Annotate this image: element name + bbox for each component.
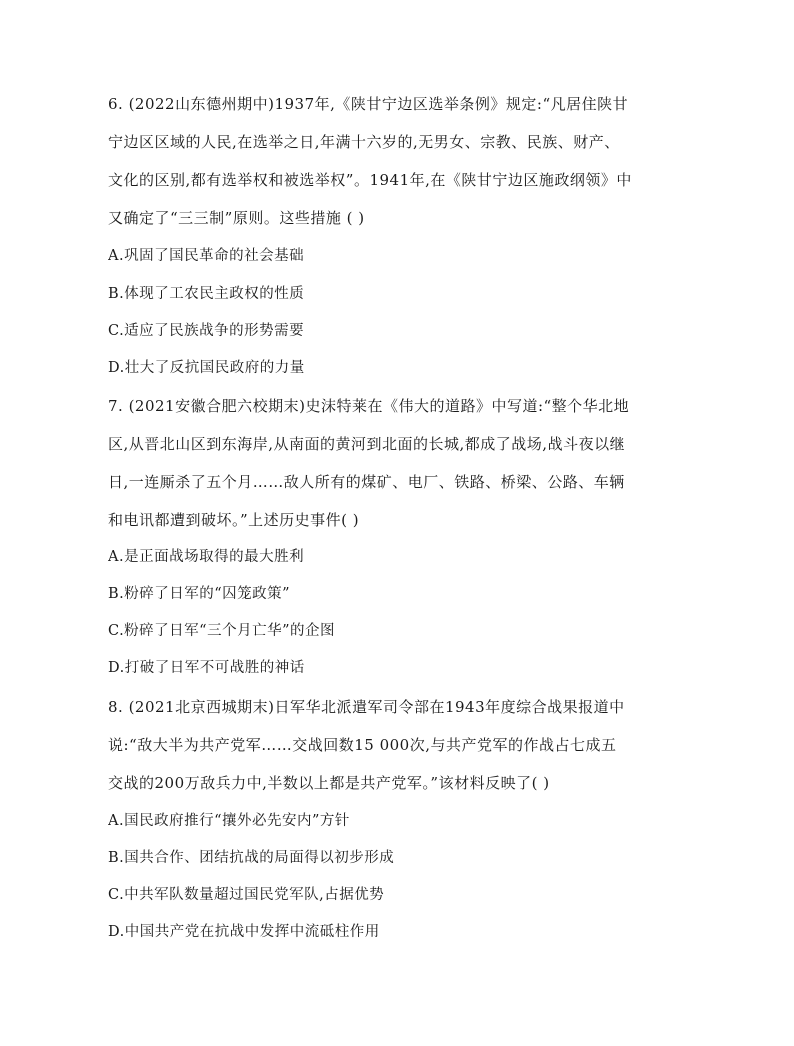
question-7-stem-line-2: 区,从晋北山区到东海岸,从南面的黄河到北面的长城,都成了战场,战斗夜以继 <box>108 435 626 453</box>
question-7-option-a: A.是正面战场取得的最大胜利 <box>108 549 305 565</box>
question-6-option-d: D.壮大了反抗国民政府的力量 <box>108 360 305 376</box>
question-8-option-d: D.中国共产党在抗战中发挥中流砥柱作用 <box>108 924 380 940</box>
question-7-option-c: C.粉碎了日军“三个月亡华”的企图 <box>108 623 336 639</box>
question-6-stem-line-4: 又确定了“三三制”原则。这些措施 ( ) <box>108 209 365 227</box>
question-6-option-c: C.适应了民族战争的形势需要 <box>108 323 305 339</box>
question-8-stem-line-2: 说:“敌大半为共产党军……交战回数15 000次,与共产党军的作战占七成五 <box>108 736 617 754</box>
question-8-option-c: C.中共军队数量超过国民党军队,占据优势 <box>108 887 385 903</box>
question-6-option-a: A.巩固了国民革命的社会基础 <box>108 248 305 264</box>
question-8-option-b: B.国共合作、团结抗战的局面得以初步形成 <box>108 850 395 866</box>
question-6-stem-line-2: 宁边区区域的人民,在选举之日,年满十六岁的,无男女、宗教、民族、财产、 <box>108 133 620 151</box>
question-7-stem-line-3: 日,一连厮杀了五个月……敌人所有的煤矿、电厂、铁路、桥梁、公路、车辆 <box>108 473 625 491</box>
question-6-option-b: B.体现了工农民主政权的性质 <box>108 286 305 302</box>
question-8-stem-line-3: 交战的200万敌兵力中,半数以上都是共产党军。”该材料反映了( ) <box>108 774 550 792</box>
question-8-option-a: A.国民政府推行“攘外必先安内”方针 <box>108 813 350 829</box>
question-7-option-b: B.粉碎了日军的“囚笼政策” <box>108 586 291 602</box>
question-8-stem-line-1: 8. (2021北京西城期末)日军华北派遣军司令部在1943年度综合战果报道中 <box>108 698 625 716</box>
question-6-stem-line-3: 文化的区别,都有选举权和被选举权”。1941年,在《陕甘宁边区施政纲领》中 <box>108 171 632 189</box>
question-7-stem-line-4: 和电讯都遭到破坏。”上述历史事件( ) <box>108 511 360 529</box>
question-6-stem-line-1: 6. (2022山东德州期中)1937年,《陕甘宁边区选举条例》规定:“凡居住陕甘 <box>108 95 629 113</box>
question-7-option-d: D.打破了日军不可战胜的神话 <box>108 660 305 676</box>
question-7-stem-line-1: 7. (2021安徽合肥六校期末)史沫特莱在《伟大的道路》中写道:“整个华北地 <box>108 397 630 415</box>
